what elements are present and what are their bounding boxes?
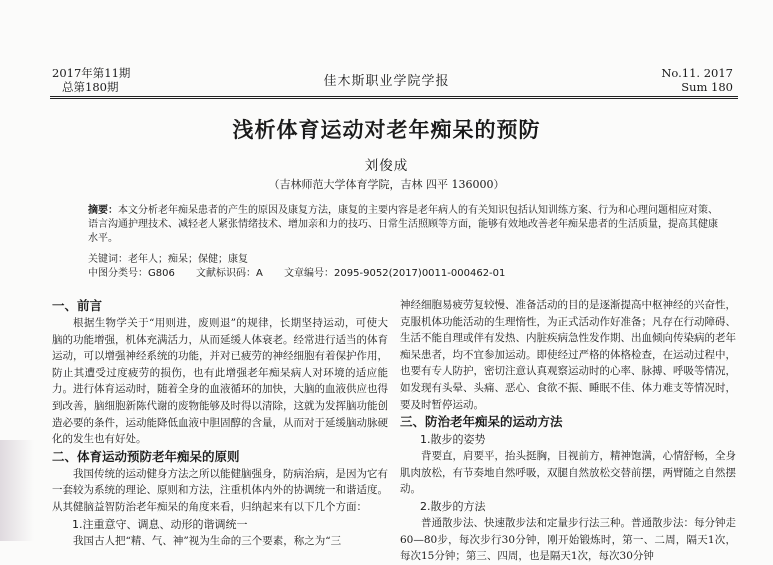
issue-year: 2017年第11期 bbox=[52, 66, 131, 80]
abstract bbox=[88, 204, 720, 246]
keywords-label: 关键词： bbox=[88, 254, 128, 265]
section-3-subheading-2: 2.散步的方法 bbox=[420, 499, 486, 513]
header-rule-bottom bbox=[50, 98, 738, 99]
section-3-subheading-1: 1.散步的姿势 bbox=[420, 433, 486, 447]
journal-name: 佳木斯职业学院学报 bbox=[323, 74, 450, 89]
section-2-paragraph-2: 我国古人把“精、气、神”视为生命的三个要素，称之为“三 bbox=[73, 534, 342, 547]
section-3-heading: 三、防治老年痴呆的运动方法 bbox=[400, 414, 563, 430]
keywords-text: 老年人；痴呆；保健；康复 bbox=[128, 254, 248, 265]
article-number: 文章编号：2095-9052(2017)0011-000462-01 bbox=[284, 268, 506, 279]
issue-sum: Sum 180 bbox=[681, 80, 733, 94]
keywords bbox=[88, 250, 248, 265]
section-1-heading: 一、前言 bbox=[52, 298, 103, 313]
right-column bbox=[400, 297, 736, 565]
journal-issue-right bbox=[661, 66, 733, 94]
classification bbox=[88, 264, 523, 279]
left-column bbox=[52, 297, 388, 549]
abstract-text: 本文分析老年痴呆患者的产生的原因及康复方法，康复的主要内容是老年病人的有关知识包括认知训练方案、行为和心理问题相应对策、语言沟通护理技术、减轻老人紧张情绪技术、增加亲和力的技巧、日常生活照顾等方面，能够有效地改善老年痴呆患者的生活质量，提高其健康水平。 bbox=[88, 205, 718, 244]
header-rule-top bbox=[50, 96, 738, 97]
issue-number: No.11. 2017 bbox=[661, 66, 733, 80]
abstract-label: 摘要： bbox=[88, 205, 118, 216]
article-title: 浅析体育运动对老年痴呆的预防 bbox=[232, 117, 541, 142]
document-code: 文献标识码：A bbox=[196, 268, 263, 279]
section-2-heading: 二、体育运动预防老年痴呆的原则 bbox=[52, 448, 240, 464]
article-author: 刘俊成 bbox=[364, 158, 409, 174]
section-2-subheading-1: 1.注重意守、调息、动形的谐调统一 bbox=[72, 517, 248, 531]
section-3-paragraph-2: 普通散步法、快速散步法和定量步行法三种。普通散步法：每分钟走60—80步，每次步行30分钟，刚开始锻炼时，第一、二周，隔天1次，每次15分钟；第三、四周，也是隔天1次，每次30分钟 bbox=[400, 516, 736, 563]
continued-paragraph: 神经细胞易疲劳复较慢、准备活动的目的是逐渐提高中枢神经的兴奋性，克服机体功能活动的生理惰性，为正式活动作好准备；凡存在行动障碍、生活不能自理或伴有发热、内脏疾病急性发作期、出血倾向传染病的老年痴呆患者，均不宜参加运动。即使经过严格的体格检查，在运动过程中，也要有专人防护，密切注意认真观察运动时的心率、脉搏、呼吸等情况，如发现有头晕、头痛、恶心、食欲不振、睡眠不佳、体力难支等情况时，要及时暂停运动。 bbox=[400, 299, 736, 411]
section-2-paragraph: 我国传统的运动健身方法之所以能健脑强身，防病治病，是因为它有一套较为系统的理论、原则和方法，注重机体内外的协调统一和谐适度。从其健脑益智防治老年痴呆的角度来看，归纳起来有以下几个方面： bbox=[52, 467, 388, 513]
article-affiliation: （吉林师范大学体育学院，吉林 四平 136000） bbox=[268, 178, 505, 191]
clc-number: 中图分类号：G806 bbox=[88, 268, 175, 279]
section-1-paragraph: 根据生物学关于“用则进，废则退”的规律，长期坚持运动，可使大脑的功能增强，机体充满活力，从而延缓人体衰老。经常进行适当的体育运动，可以增强神经系统的功能，并对已疲劳的神经细胞有着保护作用，防止其遭受过度疲劳的损伤，也有此增强老年痴呆病人对环境的适应能力。进行体育运动时，随着全身的血液循环的加快，大脑的血液供应也得到改善，脑细胞新陈代谢的废物能够及时得以清除，这就为发挥脑功能创造必要的条件，运动能降低血液中胆固醇的含量，从而对于延缓脑动脉硬化的发生也有好处。 bbox=[52, 317, 388, 446]
issue-total: 总第180期 bbox=[62, 80, 119, 94]
section-3-paragraph-1: 背要直，肩要平，抬头挺胸，目视前方，精神饱满，心情舒畅，全身肌肉放松，有节奏地自然呼吸，双腿自然放松交替前摆，两臂随之自然摆动。 bbox=[400, 450, 736, 496]
scan-edge-smudge bbox=[0, 440, 34, 541]
